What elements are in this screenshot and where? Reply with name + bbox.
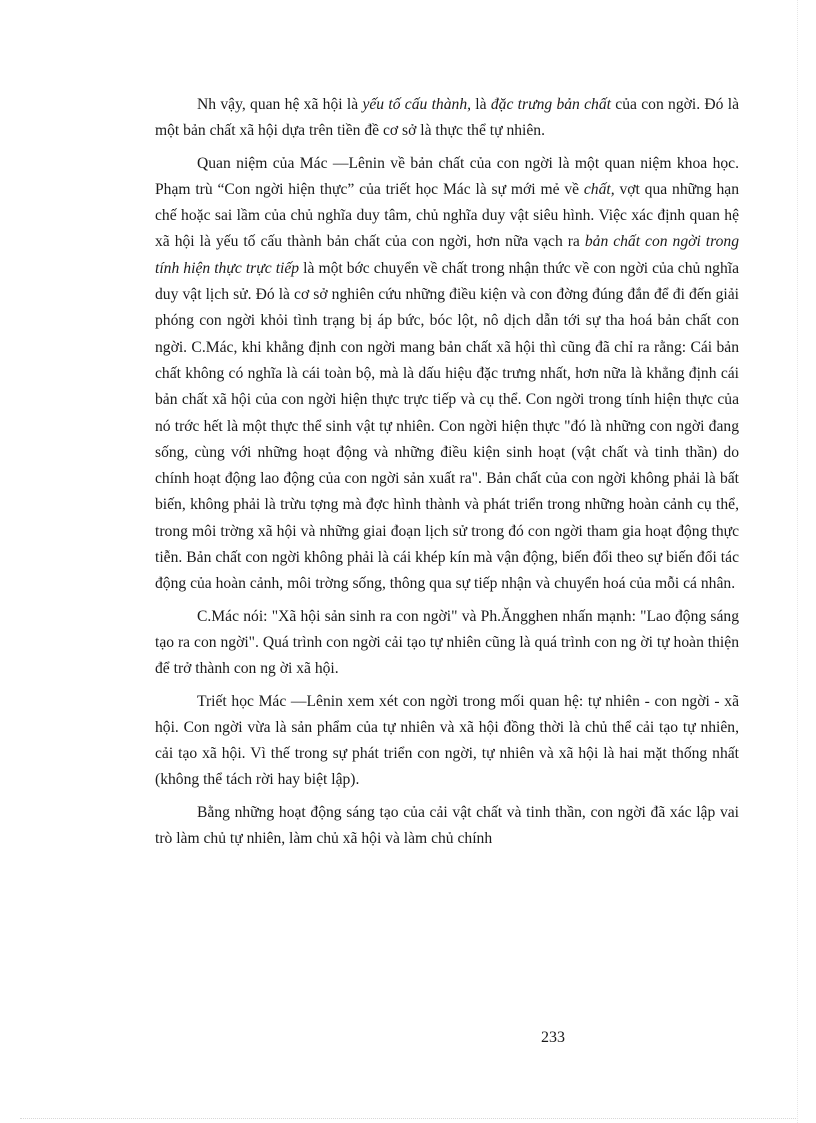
paragraph-1 [155,92,739,145]
paragraph-4 [155,689,739,794]
paragraph-2 [155,151,739,598]
text-segment-italic: yếu tố cấu thành, [362,96,472,113]
text-segment: của con ngời. Đó là một bản chất xã hội dựa trên tiền đề cơ sở là thực thể tự nhiên. [155,96,739,140]
document-body [155,92,739,858]
paragraph-3 [155,604,739,683]
text-segment: Triết học Mác —Lênin xem xét con ngời trong mối quan hệ: tự nhiên - con ngời - xã hội. Con ngời vừa là sản phẩm của tự nhiên và xã hội đồng thời là chủ thể cải tạo tự nhiên, cải tạo xã hội. Vì thế trong sự phát triển con ngời, tự nhiên và xã hội là hai mặt thống nhất (không thể tách rời hay biệt lập). [155,692,739,789]
text-segment: là [471,96,491,113]
text-segment-italic: bản chất con ngời trong tính hiện thực trực tiếp [155,233,739,277]
text-segment: Nh vậy, quan hệ xã hội là [197,96,363,113]
text-segment-italic: đặc trưng bản chất [490,96,611,113]
text-segment-italic: chất, [583,180,615,198]
footer-rule [20,1118,796,1119]
text-segment: Quan niệm của Mác —Lênin về bản chất của con ngời là một quan niệm khoa học. Phạm trù “Con ngời hiện thực” của triết học Mác là sự mới mẻ về [155,154,739,198]
text-segment: Bằng những hoạt động sáng tạo của cải vật chất và tinh thần, con ngời đã xác lập vai trò làm chủ tự nhiên, làm chủ xã hội và làm chủ chính [155,803,739,848]
text-segment: là một bớc chuyển về chất trong nhận thức về con ngời của chủ nghĩa duy vật lịch sử. Đó là cơ sở nghiên cứu những điều kiện và con đờng đúng đắn để đi đến giải phóng con ngời khỏi tình trạng bị áp bức, bóc lột, nô dịch dẫn tới sự tha hoá bản chất con ngời. C.Mác, khi khẳng định con ngời mang bản chất xã hội thì cũng đã chỉ ra rằng: Cái bản chất không có nghĩa là cái toàn bộ, mà là dấu hiệu đặc trưng nhất, hơn nữa là khẳng định cái bản chất xã hội của con ngời hiện thực trực tiếp và cụ thể. Con ngời trong tính hiện thực của nó trớc hết là một thực thể sinh vật tự nhiên. Con ngời hiện thực "đó là những con ngời đang sống, cùng với những hoạt động và những điều kiện sinh hoạt (vật chất và tinh thần) do chính hoạt động lao động của con ngời sản xuất ra". Bản chất của con ngời không phải là bất biến, không phải là trừu tợng mà đợc hình thành và phát triển trong những hoàn cảnh cụ thể, trong môi trờng xã hội và những giai đoạn lịch sử trong đó con ngời tham gia hoạt động thực tiễn. Bản chất con ngời không phải là cái khép kín mà vận động, biến đổi theo sự biến đổi tác động của hoàn cảnh, môi trờng sống, thông qua sự tiếp nhận và chuyển hoá của mỗi cá nhân. [155,259,740,593]
margin-guide [797,0,798,1123]
page-number: 233 [541,1029,565,1046]
text-segment: vợt qua những hạn chế hoặc sai lầm của chủ nghĩa duy tâm, chủ nghĩa duy vật siêu hình. Việc xác định quan hệ xã hội là yếu tố cấu thành bản chất của con ngời, hơn nữa vạch ra [155,180,740,251]
text-segment: C.Mác nói: "Xã hội sản sinh ra con ngời" và Ph.Ăngghen nhấn mạnh: "Lao động sáng tạo ra con ngời". Quá trình con ngời cải tạo tự nhiên cũng là quá trình con ng ời tự hoàn thiện để trở thành con ng ời xã hội. [155,607,739,678]
paragraph-5 [155,800,739,853]
